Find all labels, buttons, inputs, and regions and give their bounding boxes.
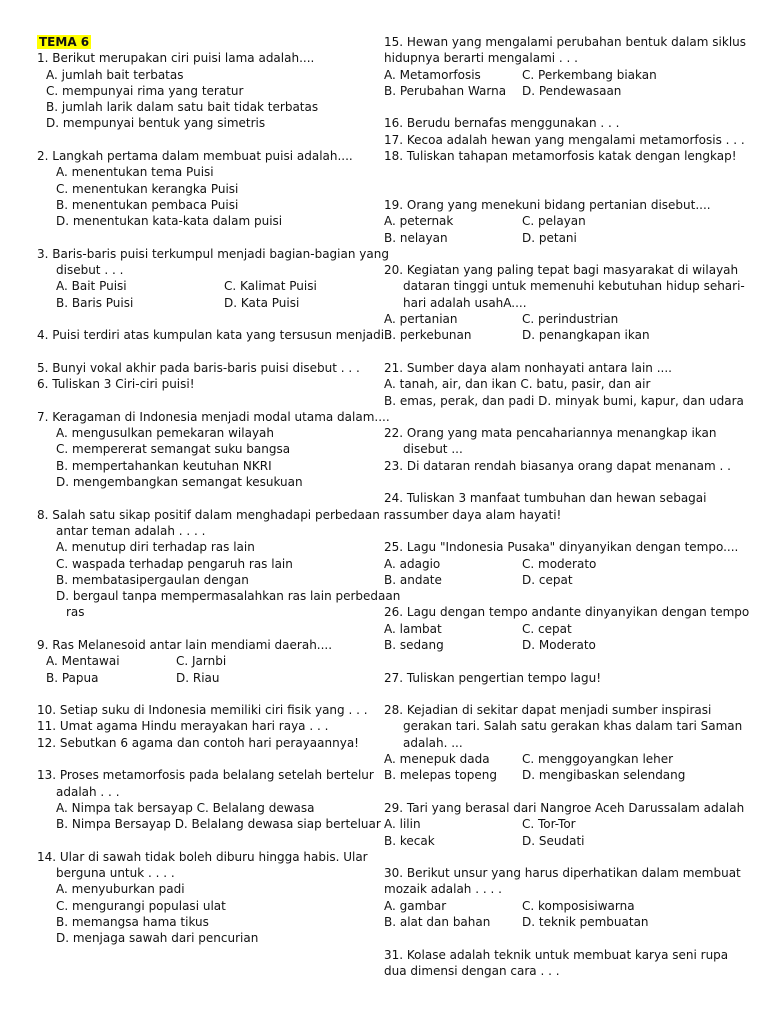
q1: 1. Berikut merupakan ciri puisi lama adalah.... [37, 51, 315, 66]
q25-ac-option-0: A. adagio [384, 556, 441, 571]
q14: 14. Ular di sawah tidak boleh diburu hingga habis. Ular [37, 849, 368, 864]
q19-ac-options [384, 213, 734, 229]
q3: 3. Baris-baris puisi terkumpul menjadi bagian-bagian yang [37, 246, 389, 261]
spacer [37, 393, 377, 409]
q25: 25. Lagu "Indonesia Pusaka" dinyanyikan dengan tempo.... [384, 540, 739, 555]
q26: 26. Lagu dengan tempo andante dinyanyikan dengan tempo [384, 605, 750, 620]
q9-bd-options [37, 670, 377, 686]
spacer [384, 588, 734, 604]
q8-a: A. menutup diri terhadap ras lain [56, 540, 255, 555]
q8-d-cont: ras [66, 605, 85, 620]
spacer [37, 344, 377, 360]
spacer [384, 181, 734, 197]
q15-ac-option-0: A. Metamorfosis [384, 67, 481, 82]
q30-bd-option-0: B. alat dan bahan [384, 915, 491, 930]
q29-ac-option-0: A. lilin [384, 817, 421, 832]
q8-d: D. bergaul tanpa mempermasalahkan ras lain perbedaan [56, 589, 401, 604]
q17: 17. Kecoa adalah hewan yang mengalami metamorfosis . . . [384, 132, 745, 147]
q20-cont1: dataran tinggi untuk memenuhi kebutuhan hidup sehari- [403, 279, 745, 294]
q20-ac-options [384, 311, 734, 327]
q28-ac-option-1: C. menggoyangkan leher [522, 752, 674, 767]
q7-c: C. mempererat semangat suku bangsa [56, 442, 291, 457]
q19-bd-option-1: D. petani [522, 230, 577, 245]
q26-bd-option-1: D. Moderato [522, 637, 596, 652]
q25-bd-options [384, 572, 734, 588]
spacer [384, 474, 734, 490]
q30: 30. Berikut unsur yang harus diperhatikan dalam membuat [384, 866, 741, 881]
q14-b: B. memangsa hama tikus [56, 915, 209, 930]
q15: 15. Hewan yang mengalami perubahan bentuk dalam siklus [384, 35, 747, 49]
q3-bd-option-0: B. Baris Puisi [56, 295, 134, 310]
spacer [37, 621, 377, 637]
q28-ac-option-0: A. menepuk dada [384, 752, 490, 767]
q31: 31. Kolase adalah teknik untuk membuat karya seni rupa [384, 947, 729, 962]
q2-c: C. menentukan kerangka Puisi [56, 181, 239, 196]
spacer [384, 164, 734, 180]
page-title: TEMA 6 [39, 35, 90, 49]
q9-bd-option-1: D. Riau [176, 670, 220, 685]
q21-ac: A. tanah, air, dan ikan C. batu, pasir, dan air [384, 377, 651, 392]
q28-cont2: adalah. ... [403, 735, 463, 750]
q25-ac-option-1: C. moderato [522, 556, 597, 571]
q28-bd-option-0: B. melepas topeng [384, 768, 497, 783]
q19-ac-option-1: C. pelayan [522, 214, 586, 229]
q7-a: A. mengusulkan pemekaran wilayah [56, 426, 274, 441]
q3-ac-option-0: A. Bait Puisi [56, 279, 127, 294]
spacer [37, 833, 377, 849]
q29-ac-option-1: C. Tor-Tor [522, 817, 576, 832]
q19-ac-option-0: A. peternak [384, 214, 454, 229]
q13-cont: adalah . . . [56, 784, 120, 799]
q27: 27. Tuliskan pengertian tempo lagu! [384, 670, 602, 685]
q20-cont2: hari adalah usahA.... [403, 295, 527, 310]
q28-bd-option-1: D. mengibaskan selendang [522, 768, 686, 783]
q1-a: A. jumlah bait terbatas [46, 67, 184, 82]
q28-bd-options [384, 767, 734, 783]
q13-bd: B. Nimpa Bersayap D. Belalang dewasa siap berteluar [56, 817, 381, 832]
q14-c: C. mengurangi populasi ulat [56, 898, 226, 913]
q30-ac-options [384, 898, 734, 914]
q14-cont: berguna untuk . . . . [56, 866, 175, 881]
q15-cont: hidupnya berarti mengalami . . . [384, 51, 578, 66]
q7-d: D. mengembangkan semangat kesukuan [56, 475, 303, 490]
q26-ac-option-1: C. cepat [522, 621, 572, 636]
q15-ac-option-1: C. Perkembang biakan [522, 67, 657, 82]
q23: 23. Di dataran rendah biasanya orang dapat menanam . . [384, 458, 731, 473]
spacer [384, 246, 734, 262]
q6: 6. Tuliskan 3 Ciri-ciri puisi! [37, 377, 195, 392]
q21: 21. Sumber daya alam nonhayati antara lain .... [384, 360, 672, 375]
q7: 7. Keragaman di Indonesia menjadi modal utama dalam.... [37, 409, 390, 424]
q22: 22. Orang yang mata pencahariannya menangkap ikan [384, 426, 717, 441]
q2: 2. Langkah pertama dalam membuat puisi adalah.... [37, 149, 353, 164]
spacer [384, 784, 734, 800]
q3-cont: disebut . . . [56, 263, 124, 278]
q24-cont: sumber daya alam hayati! [403, 507, 562, 522]
q13: 13. Proses metamorfosis pada belalang setelah bertelur [37, 768, 374, 783]
q1-d: D. mempunyai bentuk yang simetris [46, 116, 266, 131]
q21-bd: B. emas, perak, dan padi D. minyak bumi, kapur, dan udara [384, 393, 744, 408]
q29-bd-option-0: B. kecak [384, 833, 435, 848]
q3-bd-option-1: D. Kata Puisi [224, 295, 300, 310]
q20-ac-option-1: C. perindustrian [522, 312, 619, 327]
q18: 18. Tuliskan tahapan metamorfosis katak dengan lengkap! [384, 149, 737, 164]
q26-ac-option-0: A. lambat [384, 621, 442, 636]
spacer [384, 409, 734, 425]
q29: 29. Tari yang berasal dari Nangroe Aceh Darussalam adalah [384, 800, 745, 815]
q22-cont: disebut ... [403, 442, 463, 457]
spacer [384, 930, 734, 946]
q2-a: A. menentukan tema Puisi [56, 165, 214, 180]
q30-cont: mozaik adalah . . . . [384, 882, 502, 897]
q3-bd-options [37, 295, 377, 311]
q9-ac-option-0: A. Mentawai [46, 654, 120, 669]
q8-c: C. waspada terhadap pengaruh ras lain [56, 556, 293, 571]
q8: 8. Salah satu sikap positif dalam menghadapi perbedaan ras [37, 507, 403, 522]
q5: 5. Bunyi vokal akhir pada baris-baris puisi disebut . . . [37, 360, 360, 375]
q31-cont: dua dimensi dengan cara . . . [384, 963, 560, 978]
q9-ac-option-1: C. Jarnbi [176, 654, 227, 669]
q29-ac-options [384, 816, 734, 832]
spacer [384, 849, 734, 865]
q1-c: C. mempunyai rima yang teratur [46, 83, 244, 98]
q25-bd-option-1: D. cepat [522, 572, 573, 587]
q29-bd-option-1: D. Seudati [522, 833, 585, 848]
q20-bd-option-1: D. penangkapan ikan [522, 328, 650, 343]
q20: 20. Kegiatan yang paling tepat bagi masyarakat di wilayah [384, 263, 739, 278]
q7-b: B. mempertahankan keutuhan NKRI [56, 458, 272, 473]
q2-b: B. menentukan pembaca Puisi [56, 197, 239, 212]
q9: 9. Ras Melanesoid antar lain mendiami daerah.... [37, 637, 333, 652]
spacer [384, 653, 734, 669]
q19: 19. Orang yang menekuni bidang pertanian disebut.... [384, 197, 711, 212]
spacer [37, 490, 377, 506]
q30-ac-option-0: A. gambar [384, 898, 447, 913]
q9-ac-options [37, 653, 377, 669]
q13-ac: A. Nimpa tak bersayap C. Belalang dewasa [56, 800, 315, 815]
q15-bd-option-0: B. Perubahan Warna [384, 83, 507, 98]
q19-bd-option-0: B. nelayan [384, 230, 448, 245]
q14-d: D. menjaga sawah dari pencurian [56, 931, 259, 946]
q8-cont: antar teman adalah . . . . [56, 523, 206, 538]
q26-bd-options [384, 637, 734, 653]
q30-bd-option-1: D. teknik pembuatan [522, 915, 649, 930]
right-column [384, 34, 750, 979]
spacer [37, 132, 377, 148]
q8-b: B. membatasipergaulan dengan [56, 572, 249, 587]
title-line [37, 34, 377, 50]
spacer [37, 751, 377, 767]
q20-bd-option-0: B. perkebunan [384, 328, 472, 343]
spacer [37, 686, 377, 702]
spacer [37, 311, 377, 327]
q4: 4. Puisi terdiri atas kumpulan kata yang tersusun menjadi.. [37, 328, 392, 343]
q28-ac-options [384, 751, 734, 767]
q30-bd-options [384, 914, 734, 930]
q10: 10. Setiap suku di Indonesia memiliki ciri fisik yang . . . [37, 703, 368, 718]
q26-ac-options [384, 621, 734, 637]
q15-bd-option-1: D. Pendewasaan [522, 83, 622, 98]
q26-bd-option-0: B. sedang [384, 637, 444, 652]
spacer [384, 344, 734, 360]
q1-b: B. jumlah larik dalam satu bait tidak terbatas [46, 100, 319, 115]
q11: 11. Umat agama Hindu merayakan hari raya . . . [37, 719, 329, 734]
q14-a: A. menyuburkan padi [56, 882, 185, 897]
q28: 28. Kejadian di sekitar dapat menjadi sumber inspirasi [384, 703, 712, 718]
spacer [37, 230, 377, 246]
spacer [384, 523, 734, 539]
q24: 24. Tuliskan 3 manfaat tumbuhan dan hewan sebagai [384, 491, 707, 506]
q3-ac-option-1: C. Kalimat Puisi [224, 279, 317, 294]
q19-bd-options [384, 230, 734, 246]
q29-bd-options [384, 833, 734, 849]
q2-d: D. menentukan kata-kata dalam puisi [56, 214, 283, 229]
q30-ac-option-1: C. komposisiwarna [522, 898, 635, 913]
q12: 12. Sebutkan 6 agama dan contoh hari perayaannya! [37, 735, 359, 750]
q20-ac-option-0: A. pertanian [384, 312, 458, 327]
q28-cont1: gerakan tari. Salah satu gerakan khas dalam tari Saman [403, 719, 743, 734]
spacer [384, 686, 734, 702]
q16: 16. Berudu bernafas menggunakan . . . [384, 116, 620, 131]
q20-bd-options [384, 327, 734, 343]
q9-bd-option-0: B. Papua [46, 670, 99, 685]
q25-bd-option-0: B. andate [384, 572, 442, 587]
q15-bd-options [384, 83, 734, 99]
q3-ac-options [37, 278, 377, 294]
spacer [384, 99, 734, 115]
q15-ac-options [384, 67, 734, 83]
q25-ac-options [384, 556, 734, 572]
